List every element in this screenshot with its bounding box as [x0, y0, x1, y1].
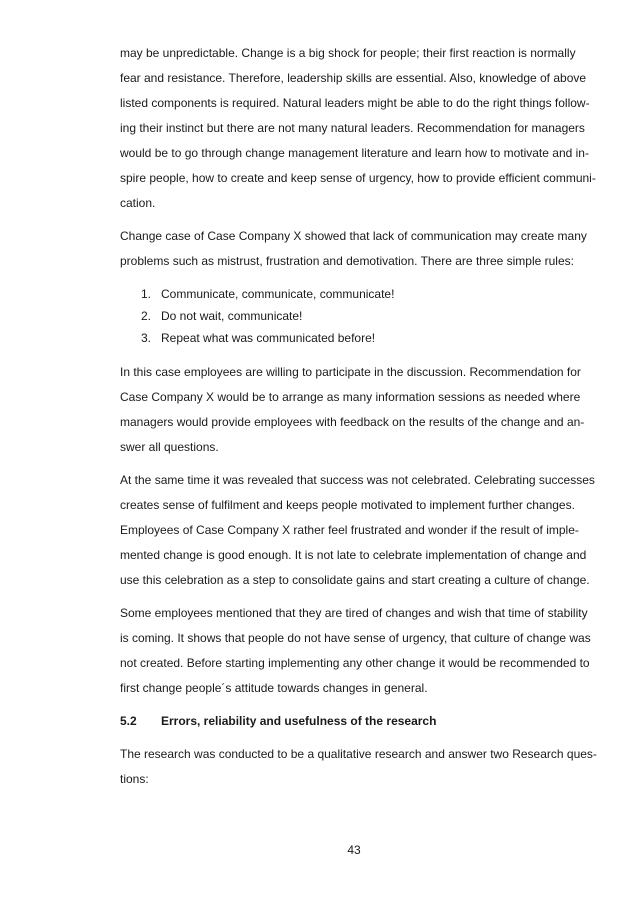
paragraph-3-line-2: Case Company X would be to arrange as many information sessions as needed where	[120, 390, 581, 404]
paragraph-3-line-1: In this case employees are willing to participate in the discussion. Recommendation for	[120, 365, 581, 379]
paragraph-3-line-4: swer all questions.	[120, 440, 219, 454]
section-title: Errors, reliability and usefulness of the research	[161, 714, 437, 728]
paragraph-5-line-1: Some employees mentioned that they are tired of changes and wish that time of stability	[120, 606, 588, 620]
list-item-text: Do not wait, communicate!	[161, 309, 303, 323]
section-heading	[120, 714, 436, 728]
list-item-number: 3.	[141, 331, 152, 345]
rule-list-item-3	[141, 331, 375, 345]
paragraph-4-line-2: creates sense of fulfilment and keeps people motivated to implement further changes.	[120, 498, 575, 512]
list-item-number: 2.	[141, 309, 152, 323]
paragraph-1-line-6: spire people, how to create and keep sense of urgency, how to provide efficient communi-	[120, 171, 596, 185]
list-item-number: 1.	[141, 287, 152, 301]
rule-list-item-1	[141, 287, 394, 301]
paragraph-4-line-1: At the same time it was revealed that success was not celebrated. Celebrating successes	[120, 473, 595, 487]
paragraph-1-line-4: ing their instinct but there are not many natural leaders. Recommendation for managers	[120, 121, 585, 135]
paragraph-5-line-3: not created. Before starting implementing any other change it would be recommended to	[120, 656, 590, 670]
paragraph-1-line-7: cation.	[120, 196, 156, 210]
paragraph-2-line-2: problems such as mistrust, frustration and demotivation. There are three simple rules:	[120, 254, 574, 268]
paragraph-5-line-4: first change people´s attitude towards changes in general.	[120, 681, 428, 695]
paragraph-6-line-2: tions:	[120, 772, 149, 786]
page-number: 43	[347, 843, 361, 857]
paragraph-1-line-5: would be to go through change management literature and learn how to motivate and in-	[120, 146, 589, 160]
list-item-text: Communicate, communicate, communicate!	[161, 287, 395, 301]
paragraph-5-line-2: is coming. It shows that people do not have sense of urgency, that culture of change was	[120, 631, 591, 645]
paragraph-2-line-1: Change case of Case Company X showed that lack of communication may create many	[120, 229, 587, 243]
paragraph-1-line-2: fear and resistance. Therefore, leadership skills are essential. Also, knowledge of above	[120, 71, 587, 85]
list-item-text: Repeat what was communicated before!	[161, 331, 376, 345]
paragraph-6-line-1: The research was conducted to be a qualitative research and answer two Research ques-	[120, 747, 597, 761]
paragraph-1-line-3: listed components is required. Natural leaders might be able to do the right things follow-	[120, 96, 590, 110]
paragraph-4-line-4: mented change is good enough. It is not late to celebrate implementation of change and	[120, 548, 587, 562]
paragraph-4-line-3: Employees of Case Company X rather feel frustrated and wonder if the result of imple-	[120, 523, 579, 537]
paragraph-1-line-1: may be unpredictable. Change is a big shock for people; their first reaction is normally	[120, 46, 576, 60]
rule-list-item-2	[141, 309, 302, 323]
section-number: 5.2	[120, 714, 137, 728]
paragraph-4-line-5: use this celebration as a step to consolidate gains and start creating a culture of change.	[120, 573, 590, 587]
paragraph-3-line-3: managers would provide employees with feedback on the results of the change and an-	[120, 415, 585, 429]
